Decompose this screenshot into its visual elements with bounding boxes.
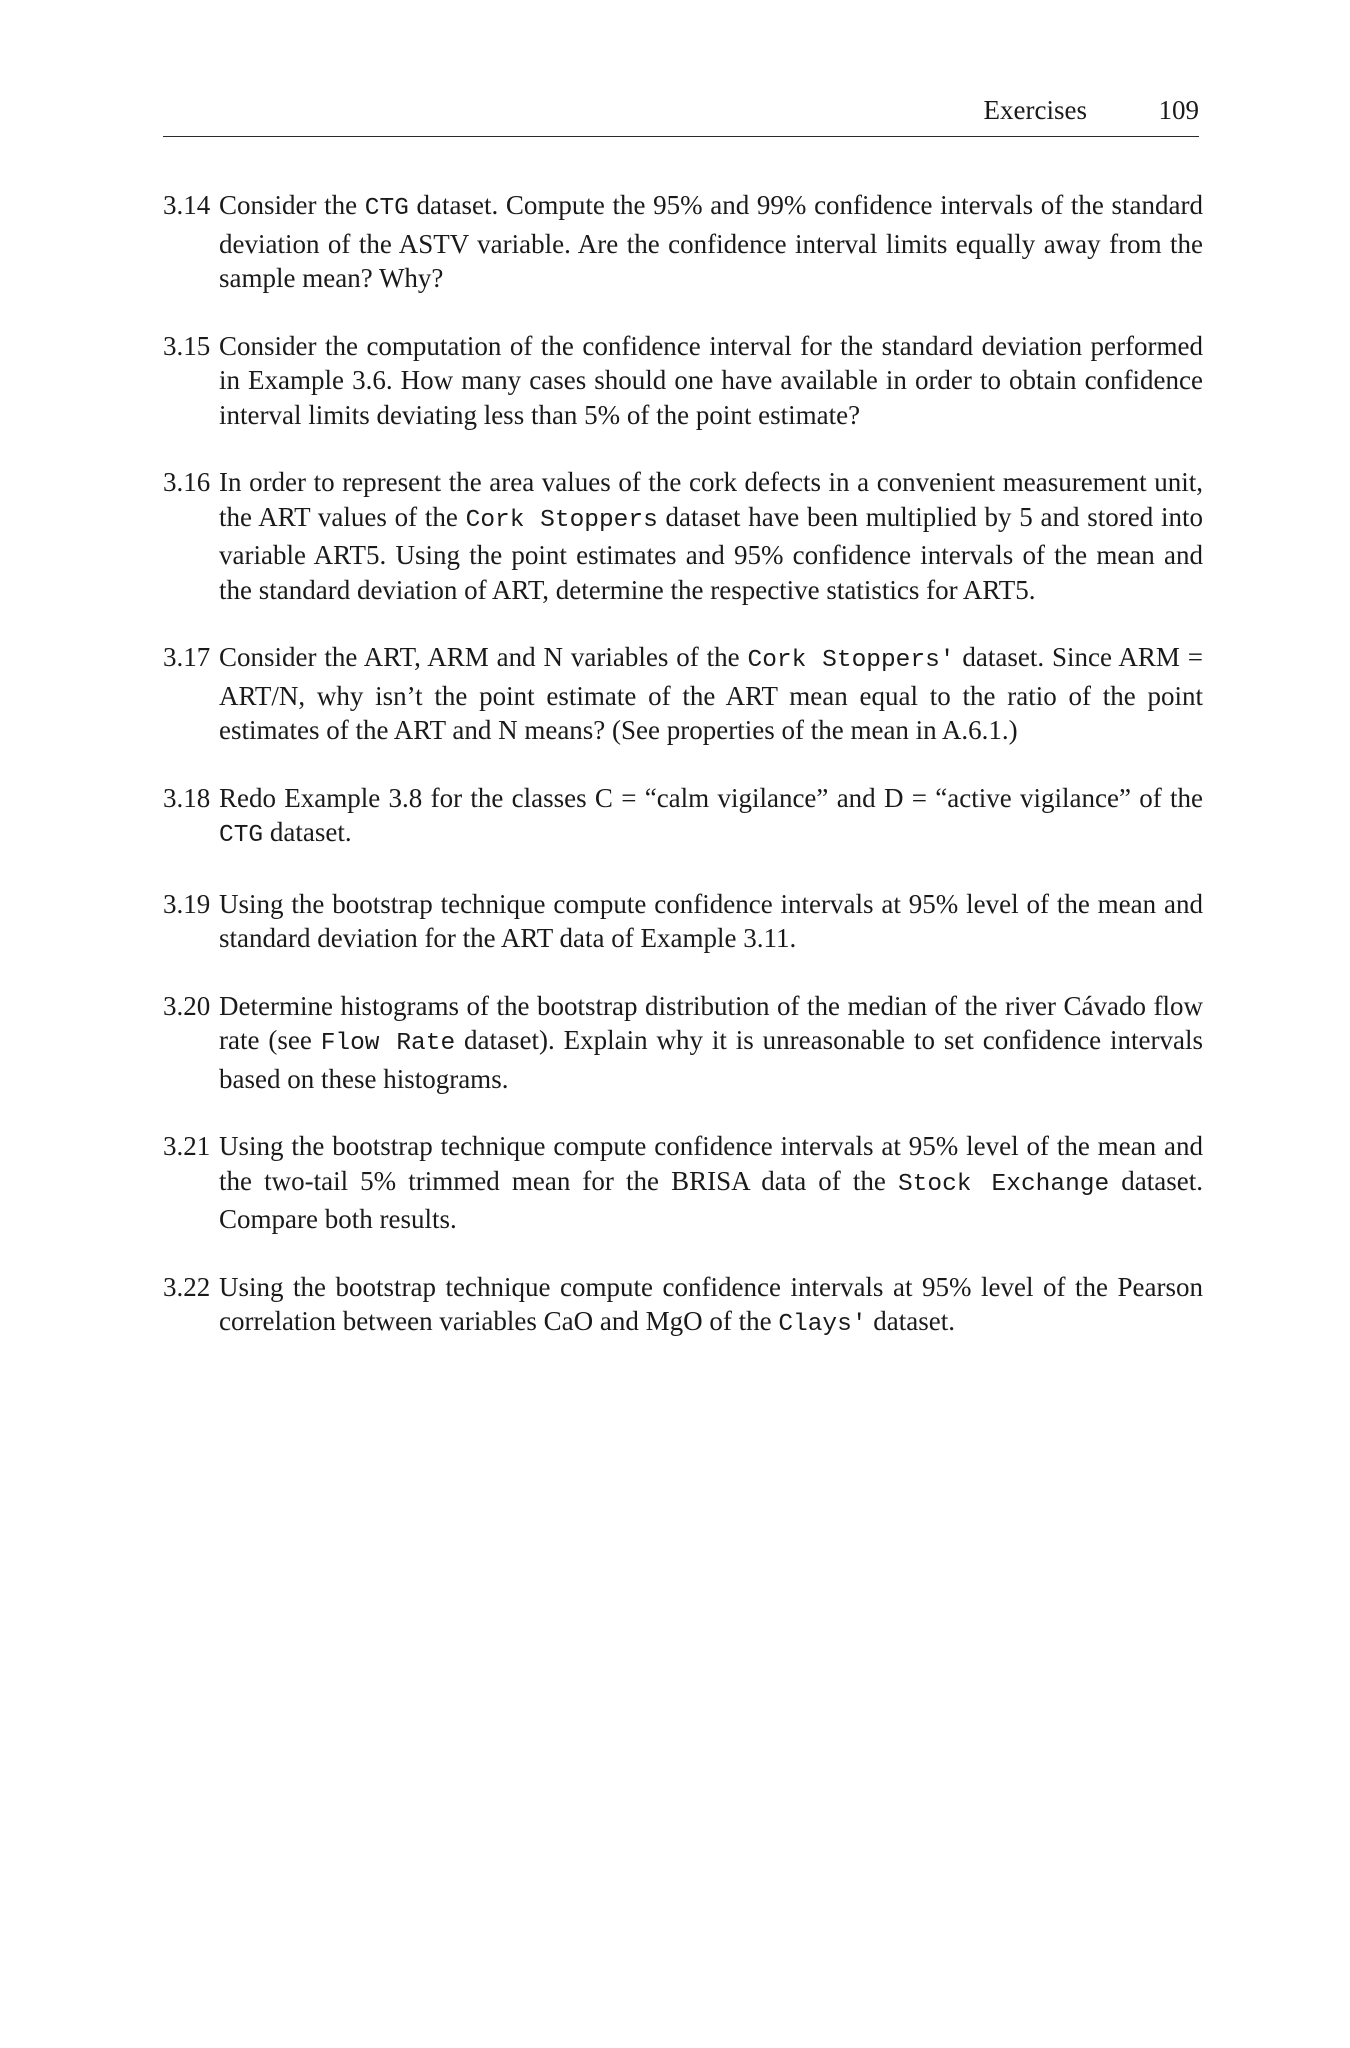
exercise-number: 3.18 xyxy=(163,782,211,813)
text-run: dataset. Since ARM = ART/N, why isn’t the point estimate of the ART mean equal to the ratio of the point estimates of the ART and N means? (See properties of the mean in A.6.1.) xyxy=(219,642,1203,745)
exercise-number: 3.21 xyxy=(163,1131,211,1161)
dataset-name: Clays' xyxy=(778,1311,867,1338)
text-run: Consider the xyxy=(219,190,365,220)
page-header xyxy=(163,96,1199,137)
text-run: dataset). Explain why it is unreasonable to set confidence intervals based on these histograms. xyxy=(219,1025,1203,1094)
exercise-text xyxy=(219,329,1203,433)
page-number: 109 xyxy=(1158,95,1199,125)
exercise-number: 3.17 xyxy=(163,642,211,672)
running-head: Exercises xyxy=(983,95,1087,125)
text-run: dataset have been multiplied by 5 and stored into variable ART5. Using the point estimates and 95% confidence intervals of the mean and the standard deviation of ART, determine the respective statistics for ART5. xyxy=(219,501,1203,605)
exercise-text xyxy=(219,887,1203,956)
exercise-3-19 xyxy=(163,887,1203,956)
text-run: Consider the ART, ARM and N variables of the xyxy=(219,642,748,672)
text-run: Using the bootstrap technique compute confidence intervals at 95% level of the mean and standard deviation for the ART data of Example 3.11. xyxy=(219,888,1203,953)
text-run: In order to represent the area values of the cork defects in a convenient measurement unit, the ART values of the xyxy=(219,467,1203,532)
exercise-3-15 xyxy=(163,329,1203,433)
exercise-text xyxy=(219,465,1203,607)
dataset-name: Stock Exchange xyxy=(897,1170,1110,1198)
text-run: Using the bootstrap technique compute confidence intervals at 95% level of the mean and the two-tail 5% trimmed mean for the BRISA data of the xyxy=(219,1131,1203,1196)
exercise-number: 3.22 xyxy=(163,1271,211,1302)
exercise-text xyxy=(219,781,1203,854)
text-run: dataset. xyxy=(866,1306,955,1336)
text-run: dataset. Compare both results. xyxy=(219,1165,1203,1234)
exercise-number: 3.19 xyxy=(163,888,211,919)
text-run: dataset. Compute the 95% and 99% confidence intervals of the standard deviation of the ASTV variable. Are the confidence interval limits equally away from the sample mean? Why? xyxy=(219,190,1203,293)
text-run: Determine histograms of the bootstrap distribution of the median of the river Cávado flow rate (see xyxy=(219,990,1203,1055)
dataset-name: Cork Stoppers' xyxy=(747,647,955,674)
exercise-3-14 xyxy=(163,188,1203,296)
exercise-3-22 xyxy=(163,1270,1203,1343)
exercise-3-17 xyxy=(163,640,1203,748)
text-run: Redo Example 3.8 for the classes C = “calm vigilance” and D = “active vigilance” of the xyxy=(219,782,1203,813)
dataset-name: Flow Rate xyxy=(320,1030,456,1057)
dataset-name: CTG xyxy=(219,822,264,849)
exercise-list xyxy=(163,188,1203,1343)
exercise-number: 3.16 xyxy=(163,467,211,497)
exercise-text xyxy=(219,188,1203,296)
exercise-number: 3.20 xyxy=(163,990,211,1021)
text-run: Using the bootstrap technique compute confidence intervals at 95% level of the Pearson correlation between variables CaO and MgO of the xyxy=(219,1271,1203,1336)
text-run: Consider the computation of the confidence interval for the standard deviation performed in Example 3.6. How many cases should one have available in order to obtain confidence interval limits deviating less than 5% of the point estimate? xyxy=(219,330,1203,430)
exercise-3-18 xyxy=(163,781,1203,854)
exercise-text xyxy=(219,640,1203,748)
exercise-3-21 xyxy=(163,1129,1203,1237)
exercise-number: 3.14 xyxy=(163,190,211,220)
text-run: dataset. xyxy=(263,817,352,847)
dataset-name: CTG xyxy=(364,195,409,222)
exercise-text xyxy=(219,989,1203,1097)
exercise-text xyxy=(219,1270,1203,1343)
dataset-name: Cork Stoppers xyxy=(465,506,658,534)
exercise-text xyxy=(219,1129,1203,1237)
exercise-3-20 xyxy=(163,989,1203,1097)
exercise-number: 3.15 xyxy=(163,330,211,361)
exercise-3-16 xyxy=(163,465,1203,607)
